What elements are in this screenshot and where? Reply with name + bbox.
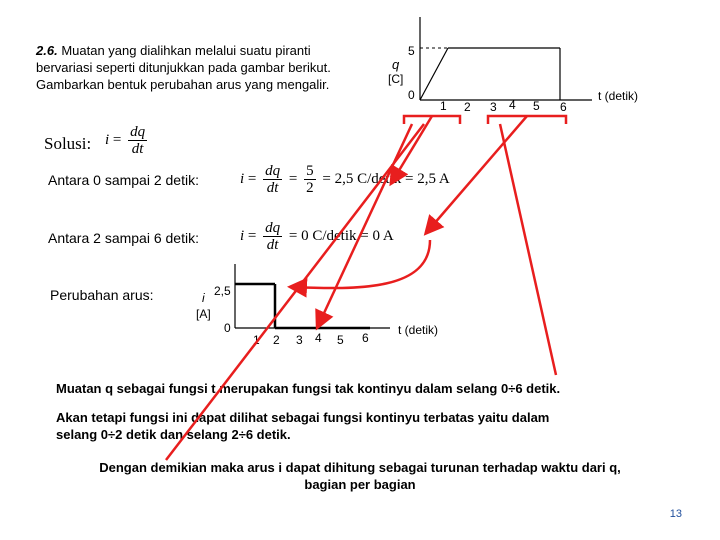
current-x-tick-3: 3 [296,333,303,347]
charge-x-tick-5: 5 [533,99,540,113]
current-y-label: i [202,291,205,305]
case1-num2: 5 [306,163,314,179]
paragraph-3-line-1: Dengan demikian maka arus i dapat dihitung sebagai turunan terhadap waktu dari q, [99,460,621,475]
current-y-tick: 2,5 [214,284,231,298]
current-x-tick-2: 2 [273,333,280,347]
problem-statement [36,42,331,93]
case2-formula [240,220,394,253]
case1-result: = 2,5 C/detik = 2,5 A [322,170,450,187]
case1-lhs: i [240,170,245,187]
case2-num: dq [265,220,281,236]
paragraph-2-line-1: Akan tetapi fungsi ini dapat dilihat sebagai fungsi kontinyu terbatas yaitu dalam [56,410,550,425]
case1-den2: 2 [306,180,314,196]
case1-formula [240,163,450,196]
formula-fraction [128,124,147,157]
formula-num: dq [130,124,146,140]
charge-y-label: q [392,57,400,72]
charge-x-tick-3: 3 [490,100,497,114]
charge-x-tick-6: 6 [560,100,567,114]
case1-label: Antara 0 sampai 2 detik: [48,172,199,188]
charge-x-tick-4: 4 [509,98,516,112]
case2-eq1: = [247,227,257,244]
formula-lhs: i [105,131,110,148]
case1-eq1: = [247,170,257,187]
charge-x-tick-2: 2 [464,100,471,114]
case1-num1: dq [265,163,281,179]
case2-result: = 0 C/detik = 0 A [288,227,394,244]
annotation-line-to-para-right [500,124,556,375]
case2-label: Antara 2 sampai 6 detik: [48,230,199,246]
case1-den1: dt [266,180,279,196]
problem-line-1: Muatan yang dialihkan melalui suatu piranti [61,43,311,58]
current-x-tick-5: 5 [337,333,344,347]
solution-title-text: Solusi: [44,134,92,153]
current-graph [190,262,460,352]
formula-eq: = [112,131,122,148]
current-origin: 0 [224,321,231,335]
current-graph-label: Perubahan arus: [50,287,154,303]
case1-fraction-2 [304,163,316,196]
current-x-tick-4: 4 [315,331,322,345]
formula-den: dt [131,141,144,157]
problem-line-2: bervariasi seperti ditunjukkan pada gambar berikut. [36,60,331,75]
case2-fraction [263,220,282,253]
current-x-label: t (detik) [398,323,439,337]
charge-x-tick-1: 1 [440,99,447,113]
case1-eq2: = [288,170,298,187]
paragraph-2-line-2: selang 0÷2 detik dan selang 2÷6 detik. [56,427,291,442]
current-x-tick-1: 1 [253,333,260,347]
current-x-tick-6: 6 [362,331,369,345]
charge-origin: 0 [408,88,415,102]
paragraph-1: Muatan q sebagai fungsi t merupakan fungsi tak kontinyu dalam selang 0÷6 detik. [56,381,561,396]
charge-y-tick: 5 [408,44,415,58]
solution-title [44,134,91,154]
case2-lhs: i [240,227,245,244]
problem-line-3: Gambarkan bentuk perubahan arus yang mengalir. [36,77,330,92]
case1-fraction-1 [263,163,282,196]
paragraph-3-line-2: bagian per bagian [304,477,416,492]
charge-x-label: t (detik) [598,89,639,103]
charge-y-unit: [C] [388,72,404,86]
charge-ramp-line [420,48,448,100]
current-y-unit: [A] [196,307,211,321]
solution-formula [105,124,150,157]
case2-den: dt [266,237,279,253]
page-number: 13 [669,508,682,520]
problem-number: 2.6. [36,43,58,58]
charge-graph [380,15,660,120]
